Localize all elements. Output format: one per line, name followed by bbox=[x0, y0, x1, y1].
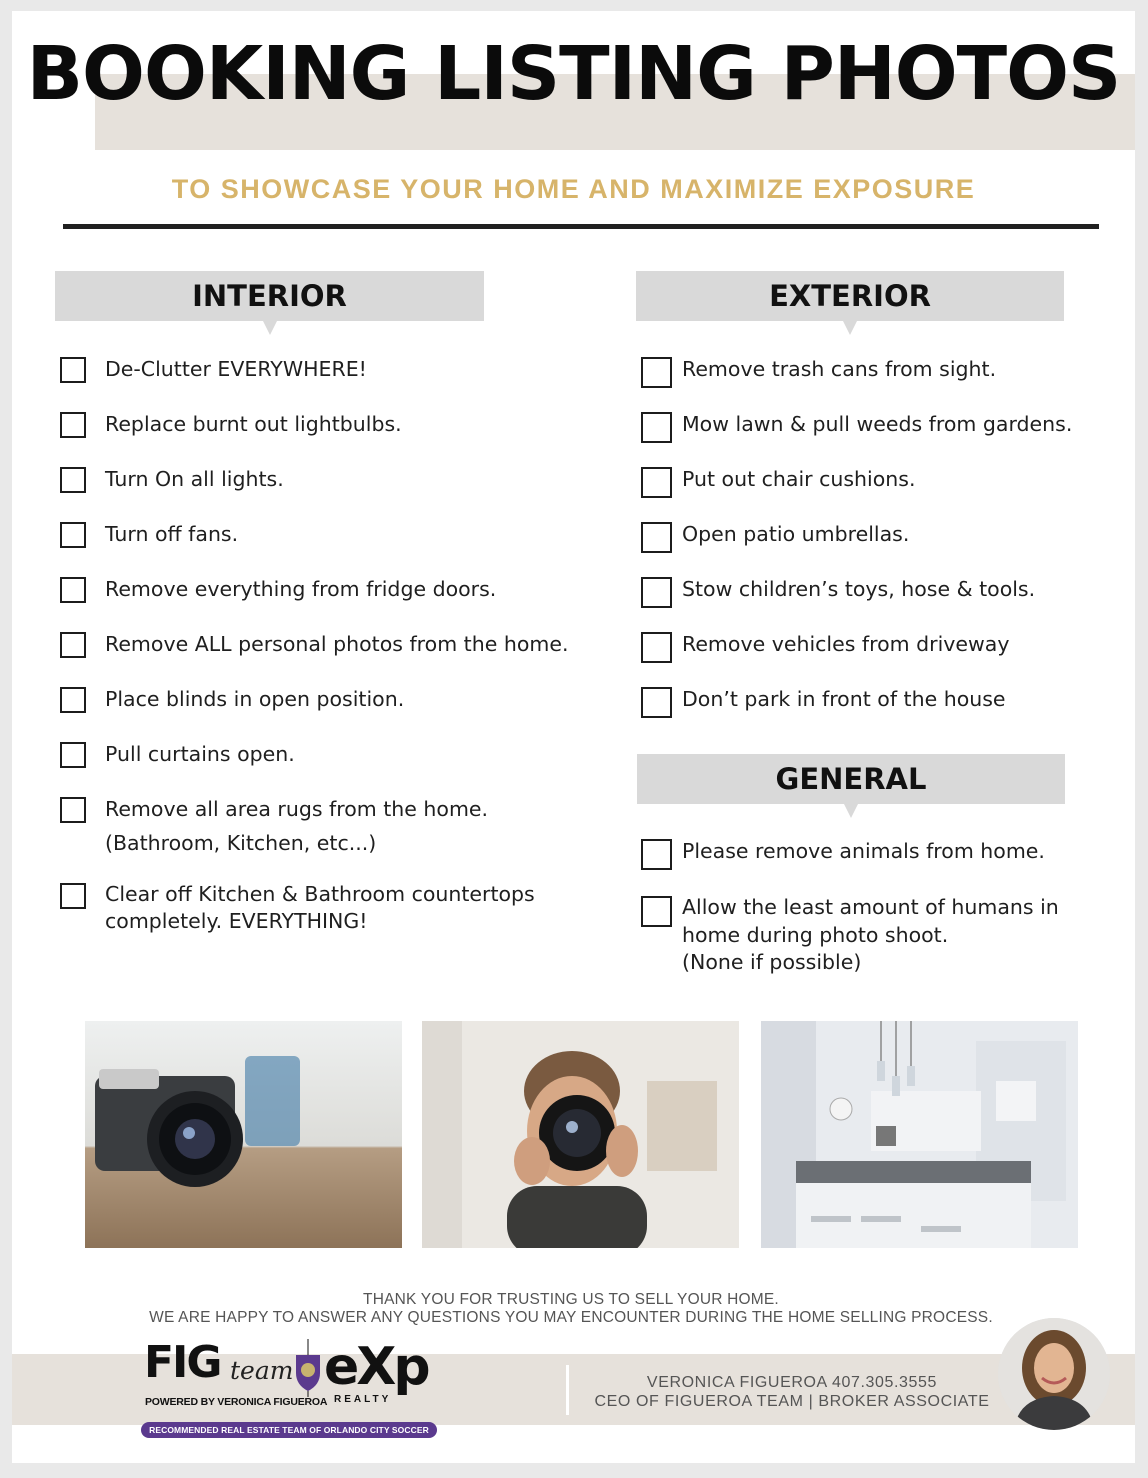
checkbox[interactable] bbox=[641, 412, 672, 443]
checkbox[interactable] bbox=[60, 883, 86, 909]
checkbox[interactable] bbox=[60, 357, 86, 383]
interior-heading bbox=[55, 271, 484, 321]
thank-you-message bbox=[12, 1291, 1130, 1327]
checklist-label: Turn On all lights. bbox=[105, 467, 284, 491]
checklist-label: Open patio umbrellas. bbox=[682, 522, 910, 546]
checkbox[interactable] bbox=[641, 632, 672, 663]
checklist-label: Put out chair cushions. bbox=[682, 467, 916, 491]
checkbox[interactable] bbox=[60, 742, 86, 768]
checklist-label: Clear off Kitchen & Bathroom countertops completely. EVERYTHING! bbox=[105, 882, 535, 933]
contact-name-phone: VERONICA FIGUEROA 407.305.3555 bbox=[646, 1374, 938, 1391]
checkbox[interactable] bbox=[60, 412, 86, 438]
powered-by-text: POWERED BY VERONICA FIGUEROA bbox=[145, 1396, 328, 1408]
heading-pointer bbox=[263, 321, 277, 335]
checklist-note: (Bathroom, Kitchen, etc...) bbox=[105, 831, 377, 855]
checklist-label: De-Clutter EVERYWHERE! bbox=[105, 357, 367, 381]
checklist-label: Place blinds in open position. bbox=[105, 687, 405, 711]
checklist-label: Remove ALL personal photos from the home. bbox=[105, 632, 569, 656]
photographer-photo bbox=[422, 1021, 739, 1248]
checkbox[interactable] bbox=[641, 577, 672, 608]
agent-avatar bbox=[998, 1318, 1110, 1430]
checkbox[interactable] bbox=[60, 522, 86, 548]
page-title: BOOKING LISTING PHOTOS bbox=[26, 31, 1121, 117]
checkbox[interactable] bbox=[641, 687, 672, 718]
checklist-label: Replace burnt out lightbulbs. bbox=[105, 412, 402, 436]
checklist-label: Stow children’s toys, hose & tools. bbox=[682, 577, 1036, 601]
checklist-label: Allow the least amount of humans in home during photo shoot. (None if possible) bbox=[682, 895, 1059, 974]
exterior-heading-label: EXTERIOR bbox=[769, 279, 931, 313]
checkbox[interactable] bbox=[641, 467, 672, 498]
contact-title: CEO OF FIGUEROA TEAM | BROKER ASSOCIATE bbox=[594, 1393, 990, 1410]
fig-team-logo-script: team bbox=[230, 1356, 294, 1385]
checkbox[interactable] bbox=[641, 839, 672, 870]
general-heading-label: GENERAL bbox=[775, 762, 927, 796]
checklist-label: Turn off fans. bbox=[105, 522, 239, 546]
checkbox[interactable] bbox=[60, 577, 86, 603]
checkbox[interactable] bbox=[641, 896, 672, 927]
checklist-label: Remove vehicles from driveway bbox=[682, 632, 1010, 656]
flyer-page bbox=[12, 11, 1135, 1463]
checkbox[interactable] bbox=[60, 632, 86, 658]
checkbox[interactable] bbox=[60, 797, 86, 823]
footer-divider bbox=[566, 1365, 569, 1415]
checklist-label: Don’t park in front of the house bbox=[682, 687, 1006, 711]
heading-pointer bbox=[843, 321, 857, 335]
checkbox[interactable] bbox=[641, 522, 672, 553]
heading-pointer bbox=[844, 804, 858, 818]
camera-photo bbox=[85, 1021, 402, 1248]
thank-you-line-2: WE ARE HAPPY TO ANSWER ANY QUESTIONS YOU MAY ENCOUNTER DURING THE HOME SELLING PROCESS. bbox=[149, 1309, 993, 1326]
title-divider bbox=[63, 224, 1099, 229]
checklist-label: Remove trash cans from sight. bbox=[682, 357, 997, 381]
general-heading bbox=[637, 754, 1065, 804]
exterior-heading bbox=[636, 271, 1064, 321]
fig-team-logo-text: FIG bbox=[144, 1337, 221, 1388]
realty-logo-text: REALTY bbox=[334, 1394, 392, 1405]
lion-shield-icon bbox=[293, 1339, 323, 1397]
page-subtitle: TO SHOWCASE YOUR HOME AND MAXIMIZE EXPOSURE bbox=[171, 174, 976, 204]
contact-info bbox=[582, 1373, 1002, 1411]
interior-heading-label: INTERIOR bbox=[192, 279, 347, 313]
checkbox[interactable] bbox=[641, 357, 672, 388]
kitchen-photo bbox=[761, 1021, 1078, 1248]
checklist-label: Remove everything from fridge doors. bbox=[105, 577, 497, 601]
checklist-label: Mow lawn & pull weeds from gardens. bbox=[682, 412, 1073, 436]
checkbox[interactable] bbox=[60, 687, 86, 713]
checklist-label: Please remove animals from home. bbox=[682, 839, 1045, 863]
checklist-label: Pull curtains open. bbox=[105, 742, 295, 766]
checkbox[interactable] bbox=[60, 467, 86, 493]
exp-realty-logo-text: eXp bbox=[324, 1337, 428, 1397]
orlando-city-badge: RECOMMENDED REAL ESTATE TEAM OF ORLANDO CITY SOCCER CLUB bbox=[141, 1422, 437, 1438]
thank-you-line-1: THANK YOU FOR TRUSTING US TO SELL YOUR HOME. bbox=[363, 1291, 779, 1308]
checklist-label: Remove all area rugs from the home. bbox=[105, 797, 489, 821]
